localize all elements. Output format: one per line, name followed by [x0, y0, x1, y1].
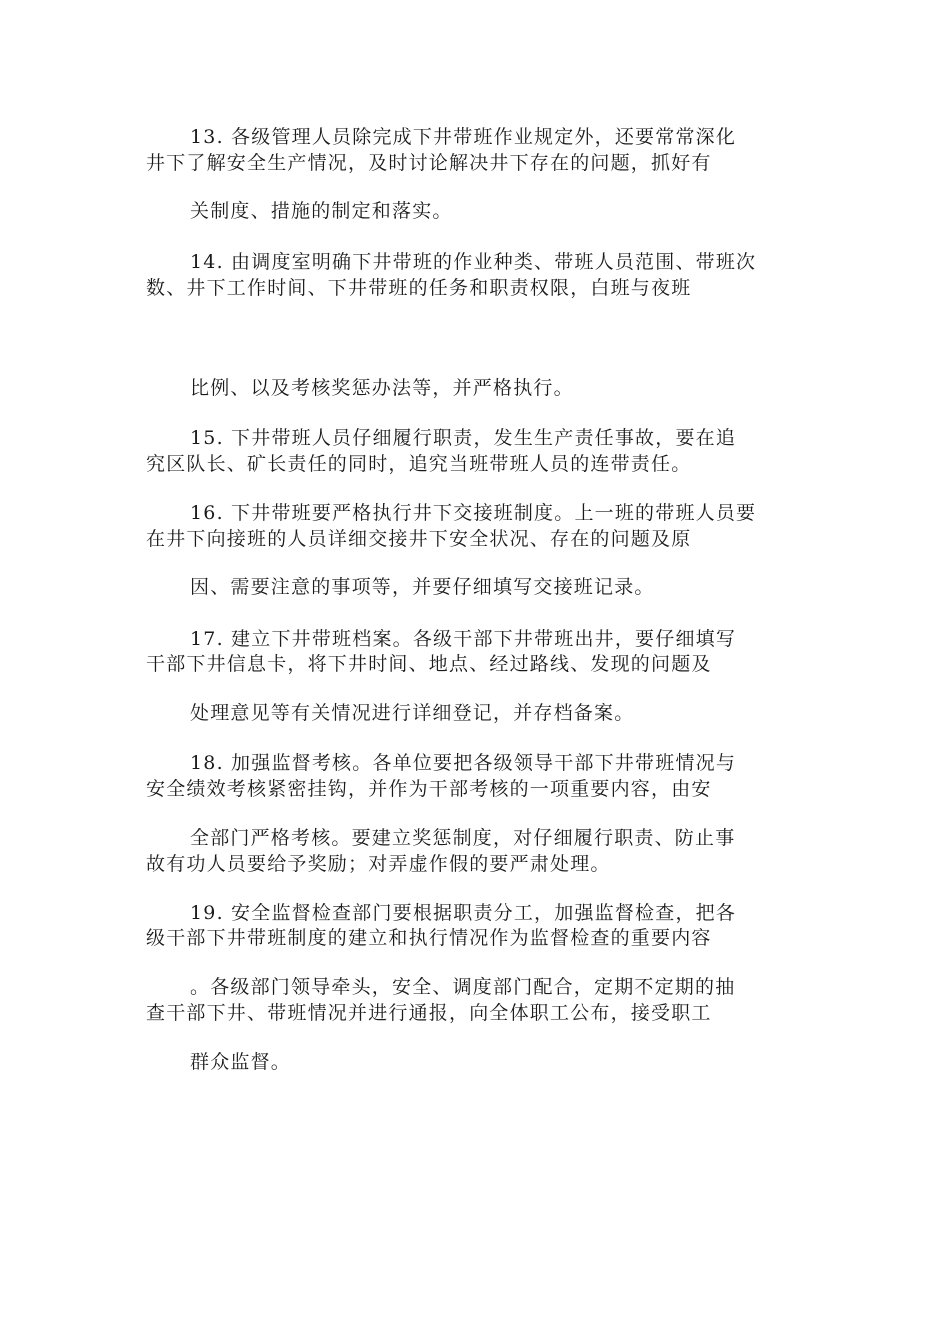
text-line: 13. 各级管理人员除完成下井带班作业规定外，还要常常深化: [190, 126, 737, 148]
text-line: 18. 加强监督考核。各单位要把各级领导干部下井带班情况与: [190, 752, 737, 774]
text-line: 关制度、措施的制定和落实。: [190, 200, 453, 222]
text-line: 15. 下井带班人员仔细履行职责，发生生产责任事故，要在追: [190, 427, 737, 449]
text-line: 14. 由调度室明确下井带班的作业种类、带班人员范围、带班次: [190, 251, 757, 273]
text-line: 。各级部门领导牵头，安全、调度部门配合，定期不定期的抽: [190, 976, 736, 998]
text-line: 故有功人员要给予奖励；对弄虚作假的要严肃处理。: [146, 853, 611, 875]
text-line: 群众监督。: [190, 1051, 292, 1073]
text-line: 数、井下工作时间、下井带班的任务和职责权限，白班与夜班: [146, 277, 692, 299]
text-line: 因、需要注意的事项等，并要仔细填写交接班记录。: [190, 576, 655, 598]
text-line: 在井下向接班的人员详细交接井下安全状况、存在的问题及原: [146, 528, 692, 550]
text-line: 查干部下井、带班情况并进行通报，向全体职工公布，接受职工: [146, 1002, 712, 1024]
text-line: 处理意见等有关情况进行详细登记，并存档备案。: [190, 702, 635, 724]
text-line: 井下了解安全生产情况，及时讨论解决井下存在的问题，抓好有: [146, 152, 712, 174]
text-line: 17. 建立下井带班档案。各级干部下井带班出井，要仔细填写: [190, 628, 737, 650]
text-line: 全部门严格考核。要建立奖惩制度，对仔细履行职责、防止事: [190, 827, 736, 849]
text-line: 级干部下井带班制度的建立和执行情况作为监督检查的重要内容: [146, 927, 712, 949]
text-line: 16. 下井带班要严格执行井下交接班制度。上一班的带班人员要: [190, 502, 757, 524]
text-line: 比例、以及考核奖惩办法等，并严格执行。: [190, 377, 574, 399]
text-line: 究区队长、矿长责任的同时，追究当班带班人员的连带责任。: [146, 453, 692, 475]
text-line: 19. 安全监督检查部门要根据职责分工，加强监督检查，把各: [190, 902, 737, 924]
text-line: 安全绩效考核紧密挂钩，并作为干部考核的一项重要内容，由安: [146, 778, 712, 800]
text-line: 干部下井信息卡，将下井时间、地点、经过路线、发现的问题及: [146, 653, 712, 675]
